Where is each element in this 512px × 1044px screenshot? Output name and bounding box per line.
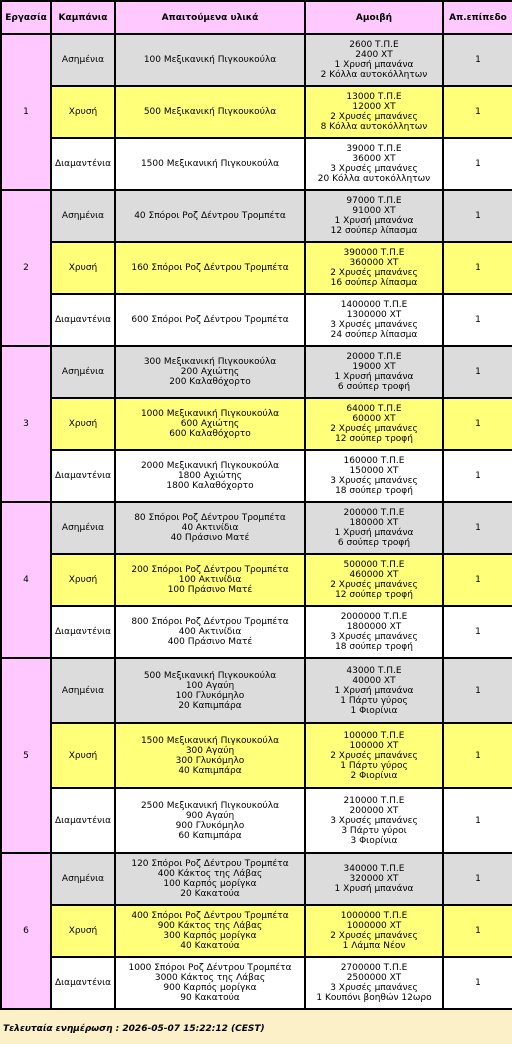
reward-line: 1800000 ΧΤ bbox=[346, 622, 402, 632]
campaign-cell: Ασημένια bbox=[51, 190, 115, 242]
material-line: 200 Καλαθόχορτο bbox=[169, 377, 251, 387]
campaign-cell: Χρυσή bbox=[51, 242, 115, 294]
campaign-cell: Ασημένια bbox=[51, 346, 115, 398]
material-line: 2500 Μεξικανική Πιγκουκούλα bbox=[140, 800, 280, 811]
reward-line: 1 Κουπόνι βοηθών 12ωρο bbox=[316, 993, 432, 1003]
campaign-cell: Ασημένια bbox=[51, 853, 115, 905]
reward-line: 2 Φιορίνια bbox=[350, 770, 398, 781]
reward-cell bbox=[305, 190, 443, 242]
reward-line: 2400 ΧΤ bbox=[355, 50, 393, 60]
quest-number: 1 bbox=[1, 34, 51, 190]
level-cell: 1 bbox=[443, 502, 512, 554]
level-cell: 1 bbox=[443, 658, 512, 723]
material-line: 400 Ακτινίδια bbox=[178, 627, 242, 637]
material-line: 100 Πράσινο Ματέ bbox=[167, 585, 253, 595]
reward-line: 16 σούπερ λίπασμα bbox=[330, 278, 418, 288]
material-line: 800 Σπόροι Ροζ Δέντρου Τρομπέτα bbox=[131, 617, 289, 627]
reward-line: 12000 ΧΤ bbox=[352, 102, 396, 112]
reward-line: 100000 Τ.Π.Ε bbox=[343, 730, 405, 741]
reward-line: 2600 Τ.Π.Ε bbox=[349, 40, 399, 50]
table-row bbox=[1, 658, 512, 723]
materials-cell bbox=[115, 502, 305, 554]
material-line: 900 Γλυκόμηλο bbox=[175, 820, 245, 831]
material-line: 200 Σπόροι Ροζ Δέντρου Τρομπέτα bbox=[131, 565, 289, 575]
reward-line: 2 Κόλλα αυτοκόλλητων bbox=[320, 70, 428, 80]
table-row bbox=[1, 606, 512, 658]
reward-line: 12 σούπερ λίπασμα bbox=[330, 226, 418, 236]
material-line: 20 Καπιμπάρα bbox=[178, 700, 242, 711]
level-cell: 1 bbox=[443, 723, 512, 788]
materials-cell bbox=[115, 346, 305, 398]
reward-cell bbox=[305, 658, 443, 723]
reward-cell bbox=[305, 905, 443, 957]
reward-line: 360000 ΧΤ bbox=[349, 258, 399, 268]
material-line: 40 Σπόροι Ροζ Δέντρου Τρομπέτα bbox=[134, 211, 286, 221]
material-line: 500 Μεξικανική Πιγκουκούλα bbox=[143, 107, 277, 117]
reward-line: 3 Χρυσές μπανάνες bbox=[330, 164, 418, 174]
reward-line: 2700000 Τ.Π.Ε bbox=[340, 963, 408, 973]
reward-line: 18 σούπερ τροφή bbox=[335, 642, 413, 652]
level-cell: 1 bbox=[443, 242, 512, 294]
materials-cell bbox=[115, 450, 305, 502]
table-row bbox=[1, 853, 512, 905]
material-line: 100 Γλυκόμηλο bbox=[175, 690, 245, 701]
materials-cell bbox=[115, 658, 305, 723]
level-cell: 1 bbox=[443, 853, 512, 905]
reward-line: 3 Πάρτυ γύροι bbox=[341, 825, 407, 836]
reward-cell bbox=[305, 398, 443, 450]
reward-cell bbox=[305, 554, 443, 606]
material-line: 1500 Μεξικανική Πιγκουκούλα bbox=[140, 159, 280, 169]
header-reward: Αμοιβή bbox=[305, 1, 443, 34]
material-line: 2000 Μεξικανική Πιγκουκούλα bbox=[140, 461, 280, 471]
reward-line: 390000 Τ.Π.Ε bbox=[343, 248, 405, 258]
reward-line: 1000000 Τ.Π.Ε bbox=[340, 911, 408, 921]
material-line: 400 Πράσινο Ματέ bbox=[167, 637, 253, 647]
table-row bbox=[1, 138, 512, 190]
table-row bbox=[1, 723, 512, 788]
level-cell: 1 bbox=[443, 294, 512, 346]
level-cell: 1 bbox=[443, 905, 512, 957]
quest-number: 4 bbox=[1, 502, 51, 658]
materials-cell bbox=[115, 294, 305, 346]
reward-line: 91000 ΧΤ bbox=[352, 206, 396, 216]
reward-line: 460000 ΧΤ bbox=[349, 570, 399, 580]
material-line: 1800 Καλαθόχορτο bbox=[166, 481, 254, 491]
table-row bbox=[1, 86, 512, 138]
material-line: 900 Καρπός μορίγκα bbox=[163, 983, 257, 993]
material-line: 900 Κάκτος της Λάβας bbox=[157, 921, 263, 931]
material-line: 1000 Σπόροι Ροζ Δέντρου Τρομπέτα bbox=[128, 963, 292, 973]
material-line: 20 Κακατούα bbox=[180, 889, 240, 899]
material-line: 300 Καρπός μορίγκα bbox=[163, 931, 257, 941]
reward-line: 200000 Τ.Π.Ε bbox=[343, 508, 405, 518]
materials-cell bbox=[115, 34, 305, 86]
reward-line: 1 Πάρτυ γύρος bbox=[340, 760, 408, 771]
reward-cell bbox=[305, 34, 443, 86]
table-row bbox=[1, 957, 512, 1009]
header-campaign: Καμπάνια bbox=[51, 1, 115, 34]
campaign-cell: Διαμαντένια bbox=[51, 138, 115, 190]
reward-cell bbox=[305, 138, 443, 190]
reward-line: 2000000 Τ.Π.Ε bbox=[340, 612, 408, 622]
material-line: 400 Σπόροι Ροζ Δέντρου Τρομπέτα bbox=[131, 911, 289, 921]
reward-line: 1 Πάρτυ γύρος bbox=[340, 695, 408, 706]
reward-line: 340000 Τ.Π.Ε bbox=[343, 864, 405, 874]
materials-cell bbox=[115, 398, 305, 450]
campaign-cell: Χρυσή bbox=[51, 86, 115, 138]
reward-line: 64000 Τ.Π.Ε bbox=[346, 404, 402, 414]
table-row bbox=[1, 398, 512, 450]
level-cell: 1 bbox=[443, 138, 512, 190]
reward-cell bbox=[305, 86, 443, 138]
materials-cell bbox=[115, 853, 305, 905]
table-row bbox=[1, 905, 512, 957]
level-cell: 1 bbox=[443, 554, 512, 606]
quest-number: 5 bbox=[1, 658, 51, 853]
reward-line: 6 σούπερ τροφή bbox=[337, 538, 411, 548]
material-line: 1000 Μεξικανική Πιγκουκούλα bbox=[140, 409, 280, 419]
reward-line: 43000 Τ.Π.Ε bbox=[346, 665, 402, 676]
materials-cell bbox=[115, 957, 305, 1009]
reward-line: 1 Χρυσή μπανάνα bbox=[334, 60, 414, 70]
level-cell: 1 bbox=[443, 86, 512, 138]
materials-cell bbox=[115, 723, 305, 788]
materials-cell bbox=[115, 86, 305, 138]
material-line: 40 Πράσινο Ματέ bbox=[170, 533, 250, 543]
reward-line: 160000 Τ.Π.Ε bbox=[343, 456, 405, 466]
materials-cell bbox=[115, 138, 305, 190]
reward-line: 39000 Τ.Π.Ε bbox=[346, 144, 402, 154]
quest-number: 3 bbox=[1, 346, 51, 502]
reward-line: 19000 ΧΤ bbox=[352, 362, 396, 372]
campaign-cell: Διαμαντένια bbox=[51, 606, 115, 658]
campaign-cell: Διαμαντένια bbox=[51, 450, 115, 502]
reward-line: 2 Χρυσές μπανάνες bbox=[330, 931, 418, 941]
reward-cell bbox=[305, 853, 443, 905]
materials-cell bbox=[115, 606, 305, 658]
campaign-cell: Διαμαντένια bbox=[51, 957, 115, 1009]
material-line: 1500 Μεξικανική Πιγκουκούλα bbox=[140, 735, 280, 746]
reward-line: 2 Χρυσές μπανάνες bbox=[330, 268, 418, 278]
material-line: 100 Ακτινίδια bbox=[178, 575, 242, 585]
reward-line: 3 Χρυσές μπανάνες bbox=[330, 983, 418, 993]
reward-cell bbox=[305, 294, 443, 346]
material-line: 400 Κάκτος της Λάβας bbox=[157, 869, 263, 879]
campaign-cell: Χρυσή bbox=[51, 905, 115, 957]
level-cell: 1 bbox=[443, 606, 512, 658]
materials-cell bbox=[115, 554, 305, 606]
campaign-cell: Ασημένια bbox=[51, 658, 115, 723]
material-line: 1800 Αχιώτης bbox=[177, 471, 243, 481]
material-line: 500 Μεξικανική Πιγκουκούλα bbox=[143, 670, 277, 681]
reward-line: 8 Κόλλα αυτοκόλλητων bbox=[320, 122, 428, 132]
reward-line: 100000 ΧΤ bbox=[349, 740, 399, 751]
reward-line: 1 Χρυσή μπανάνα bbox=[334, 216, 414, 226]
campaign-cell: Διαμαντένια bbox=[51, 294, 115, 346]
reward-line: 18 σούπερ τροφή bbox=[335, 486, 413, 496]
material-line: 600 Καλαθόχορτο bbox=[169, 429, 251, 439]
material-line: 300 Γλυκόμηλο bbox=[175, 755, 245, 766]
reward-cell bbox=[305, 450, 443, 502]
materials-cell bbox=[115, 242, 305, 294]
header-materials: Απαιτούμενα υλικά bbox=[115, 1, 305, 34]
material-line: 100 Μεξικανική Πιγκουκούλα bbox=[143, 55, 277, 65]
reward-line: 3 Χρυσές μπανάνες bbox=[330, 815, 418, 826]
reward-line: 1 Χρυσή μπανάνα bbox=[334, 528, 414, 538]
reward-line: 500000 Τ.Π.Ε bbox=[343, 560, 405, 570]
level-cell: 1 bbox=[443, 398, 512, 450]
reward-line: 97000 Τ.Π.Ε bbox=[346, 196, 402, 206]
reward-cell bbox=[305, 346, 443, 398]
campaign-cell: Χρυσή bbox=[51, 398, 115, 450]
quest-number: 2 bbox=[1, 190, 51, 346]
material-line: 600 Αχιώτης bbox=[180, 419, 240, 429]
header-level: Απ.επίπεδο bbox=[443, 1, 512, 34]
level-cell: 1 bbox=[443, 450, 512, 502]
reward-line: 3 Χρυσές μπανάνες bbox=[330, 320, 418, 330]
last-updated: Τελευταία ενημέρωση : 2026-05-07 15:22:12 (CEST) bbox=[3, 1024, 265, 1034]
reward-line: 20 Κόλλα αυτοκόλλητων bbox=[317, 174, 431, 184]
material-line: 900 Αγαύη bbox=[185, 810, 235, 821]
reward-line: 1000000 ΧΤ bbox=[346, 921, 402, 931]
reward-line: 40000 ΧΤ bbox=[352, 675, 396, 686]
material-line: 40 Κακατούα bbox=[180, 941, 240, 951]
material-line: 60 Καπιμπάρα bbox=[178, 830, 242, 841]
reward-line: 20000 Τ.Π.Ε bbox=[346, 352, 402, 362]
reward-line: 6 σούπερ τροφή bbox=[337, 382, 411, 392]
material-line: 90 Κακατούα bbox=[180, 993, 240, 1003]
level-cell: 1 bbox=[443, 957, 512, 1009]
reward-line: 36000 ΧΤ bbox=[352, 154, 396, 164]
table-row bbox=[1, 294, 512, 346]
reward-line: 2 Χρυσές μπανάνες bbox=[330, 112, 418, 122]
reward-line: 210000 Τ.Π.Ε bbox=[343, 795, 405, 806]
materials-cell bbox=[115, 905, 305, 957]
material-line: 80 Σπόροι Ροζ Δέντρου Τρομπέτα bbox=[134, 513, 286, 523]
material-line: 120 Σπόροι Ροζ Δέντρου Τρομπέτα bbox=[131, 859, 289, 869]
campaign-cell: Ασημένια bbox=[51, 502, 115, 554]
level-cell: 1 bbox=[443, 34, 512, 86]
table-row bbox=[1, 242, 512, 294]
material-line: 300 Μεξικανική Πιγκουκούλα bbox=[143, 357, 277, 367]
header-row bbox=[1, 1, 512, 34]
reward-cell bbox=[305, 957, 443, 1009]
reward-line: 2500000 ΧΤ bbox=[346, 973, 402, 983]
reward-line: 1 Φιορίνια bbox=[350, 705, 398, 716]
table-row bbox=[1, 34, 512, 86]
table-row bbox=[1, 450, 512, 502]
reward-line: 60000 ΧΤ bbox=[352, 414, 396, 424]
reward-line: 1300000 ΧΤ bbox=[346, 310, 402, 320]
table-row bbox=[1, 788, 512, 853]
materials-cell bbox=[115, 190, 305, 242]
reward-line: 1 Χρυσή μπανάνα bbox=[334, 372, 414, 382]
reward-line: 1 Χρυσή μπανάνα bbox=[334, 685, 414, 696]
reward-line: 12 σούπερ τροφή bbox=[335, 434, 413, 444]
reward-cell bbox=[305, 723, 443, 788]
reward-cell bbox=[305, 606, 443, 658]
reward-line: 150000 ΧΤ bbox=[349, 466, 399, 476]
reward-line: 320000 ΧΤ bbox=[349, 874, 399, 884]
reward-cell bbox=[305, 502, 443, 554]
table-row bbox=[1, 554, 512, 606]
campaign-cell: Διαμαντένια bbox=[51, 788, 115, 853]
reward-line: 1400000 Τ.Π.Ε bbox=[340, 300, 408, 310]
material-line: 200 Αχιώτης bbox=[180, 367, 240, 377]
campaign-cell: Χρυσή bbox=[51, 723, 115, 788]
material-line: 100 Αγαύη bbox=[185, 680, 235, 691]
material-line: 100 Καρπός μορίγκα bbox=[163, 879, 257, 889]
level-cell: 1 bbox=[443, 346, 512, 398]
material-line: 40 Καπιμπάρα bbox=[178, 765, 242, 776]
table-row bbox=[1, 346, 512, 398]
reward-line: 1 Λάμπα Νέον bbox=[342, 941, 406, 951]
reward-line: 2 Χρυσές μπανάνες bbox=[330, 580, 418, 590]
level-cell: 1 bbox=[443, 788, 512, 853]
material-line: 300 Αγαύη bbox=[185, 745, 235, 756]
reward-line: 2 Χρυσές μπανάνες bbox=[330, 750, 418, 761]
table-row bbox=[1, 502, 512, 554]
table-row bbox=[1, 190, 512, 242]
reward-line: 3 Χρυσές μπανάνες bbox=[330, 632, 418, 642]
reward-line: 3 Χρυσές μπανάνες bbox=[330, 476, 418, 486]
reward-line: 12 σούπερ τροφή bbox=[335, 590, 413, 600]
material-line: 160 Σπόροι Ροζ Δέντρου Τρομπέτα bbox=[131, 263, 289, 273]
quest-rows bbox=[1, 34, 512, 1009]
materials-cell bbox=[115, 788, 305, 853]
reward-cell bbox=[305, 788, 443, 853]
material-line: 3000 Κάκτος της Λάβας bbox=[154, 973, 266, 983]
material-line: 600 Σπόροι Ροζ Δέντρου Τρομπέτα bbox=[131, 315, 289, 325]
header-quest: Εργασία bbox=[1, 1, 51, 34]
reward-cell bbox=[305, 242, 443, 294]
level-cell: 1 bbox=[443, 190, 512, 242]
campaign-cell: Χρυσή bbox=[51, 554, 115, 606]
reward-line: 13000 Τ.Π.Ε bbox=[346, 92, 402, 102]
quest-number: 6 bbox=[1, 853, 51, 1009]
reward-line: 200000 ΧΤ bbox=[349, 805, 399, 816]
material-line: 40 Ακτινίδια bbox=[181, 523, 239, 533]
reward-line: 1 Χρυσή μπανάνα bbox=[334, 884, 414, 894]
reward-line: 24 σούπερ λίπασμα bbox=[330, 330, 418, 340]
campaign-cell: Ασημένια bbox=[51, 34, 115, 86]
reward-line: 2 Χρυσές μπανάνες bbox=[330, 424, 418, 434]
reward-line: 180000 ΧΤ bbox=[349, 518, 399, 528]
reward-line: 3 Φιορίνια bbox=[350, 835, 398, 846]
